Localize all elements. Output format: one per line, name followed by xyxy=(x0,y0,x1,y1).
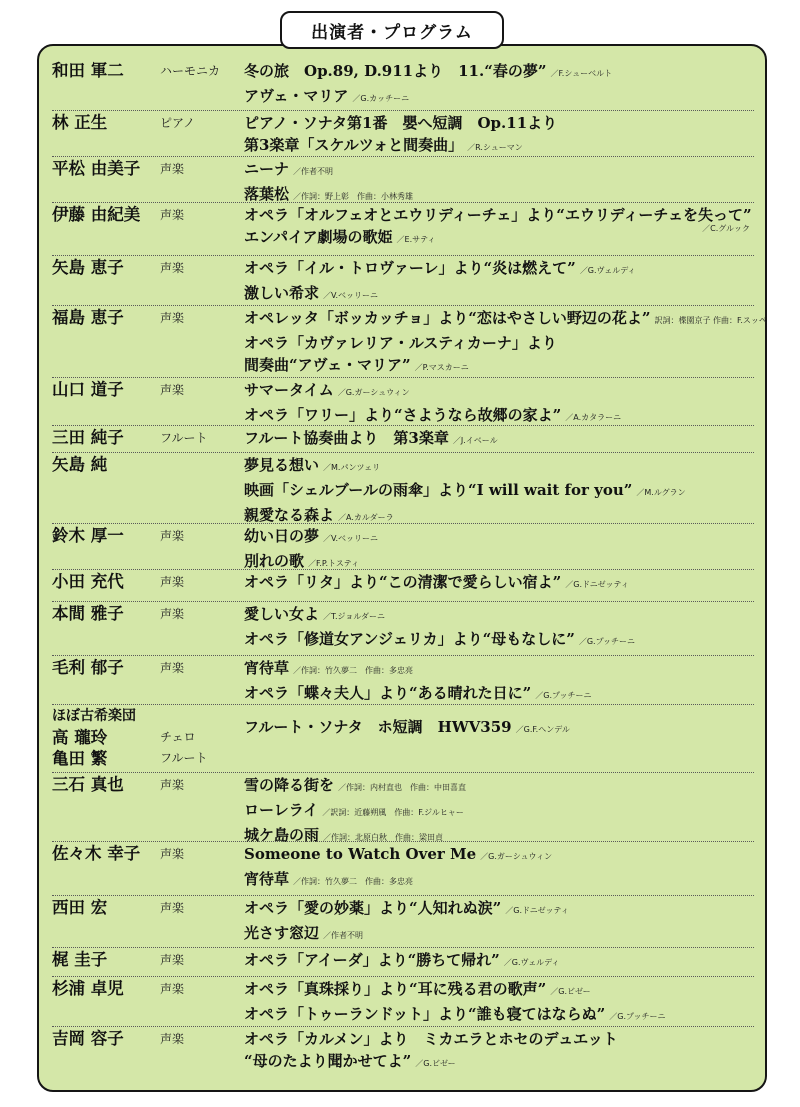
piece-line xyxy=(244,379,754,404)
piece-line xyxy=(244,603,754,628)
piece-line xyxy=(244,479,754,504)
instrument-label: 声楽 xyxy=(160,529,185,543)
performer-name: 三田 純子 xyxy=(52,428,124,447)
piece-title: 宵待草 xyxy=(244,659,290,677)
composer-credit: ／T.ジョルダーニ xyxy=(323,612,386,621)
piece-line xyxy=(244,716,754,741)
piece-title: 夢見る想い xyxy=(244,456,320,474)
piece-title: 光さす窓辺 xyxy=(244,924,320,942)
performer-name: 三石 真也 xyxy=(52,775,124,794)
piece-line xyxy=(244,774,754,799)
piece-title: オペラ「カヴァレリア・ルスティカーナ」より xyxy=(244,334,557,352)
piece-line xyxy=(244,949,754,974)
piece-line xyxy=(244,1003,754,1028)
performer-name: 和田 軍二 xyxy=(52,61,124,80)
composer-credit: ／G.ガーシュウィン xyxy=(480,852,553,861)
instrument-label: 声楽 xyxy=(160,982,185,996)
composer-credit: ／G.ドニゼッティ xyxy=(565,580,629,589)
instrument-label xyxy=(160,706,208,727)
composer-credit: 訳詞：楪園京子 作曲：F.スッペ xyxy=(654,316,767,325)
instrument-label: チェロ xyxy=(160,730,196,744)
instrument-label: 声楽 xyxy=(160,901,185,915)
program-entry xyxy=(52,379,754,426)
composer-credit: ／G.カッチーニ xyxy=(352,94,410,103)
composer-credit: ／G.プッチーニ xyxy=(578,637,636,646)
instrument-label: フルート xyxy=(160,431,208,445)
piece-title: オペラ「アイーダ」より“勝ちて帰れ” xyxy=(244,951,500,969)
piece-line xyxy=(244,60,754,85)
composer-credit: ／作者不明 xyxy=(323,931,364,940)
piece-line xyxy=(244,282,754,307)
program-entry xyxy=(52,60,754,111)
piece-line xyxy=(244,354,754,379)
performer-name: 亀田 繁 xyxy=(52,749,108,768)
piece-title: フルート・ソナタ ホ短調 HWV359 xyxy=(244,718,512,736)
composer-credit: ／R.シューマン xyxy=(467,143,523,152)
piece-line xyxy=(244,134,754,159)
page-title: 出演者・プログラム xyxy=(280,11,504,49)
program-entry xyxy=(52,706,754,773)
piece-line xyxy=(244,843,754,868)
composer-credit: ／M.ルグラン xyxy=(636,488,686,497)
piece-line xyxy=(244,1050,754,1075)
piece-line xyxy=(244,897,754,922)
piece-title: エンパイア劇場の歌姫 xyxy=(244,228,393,246)
piece-title: 冬の旅 Op.89, D.911より 11.“春の夢” xyxy=(244,62,547,80)
composer-credit: ／G.F.ヘンデル xyxy=(515,725,570,734)
piece-line xyxy=(244,404,754,429)
composer-credit: ／A.カルダーラ xyxy=(338,513,394,522)
performer-names xyxy=(52,706,136,769)
piece-title: 宵待草 xyxy=(244,870,290,888)
piece-line xyxy=(244,257,754,282)
piece-line xyxy=(244,204,754,226)
piece-list xyxy=(244,897,754,947)
piece-title: 第3楽章「スケルツォと間奏曲」 xyxy=(244,136,464,154)
composer-credit: ／C.グルック xyxy=(702,224,750,233)
piece-title: 愛しい女よ xyxy=(244,605,320,623)
piece-line xyxy=(244,226,754,251)
performer-name: 鈴木 厚一 xyxy=(52,526,124,545)
program-entry xyxy=(52,204,754,256)
piece-title: Someone to Watch Over Me xyxy=(244,845,477,863)
program-entry xyxy=(52,257,754,306)
piece-line xyxy=(244,158,754,183)
performer-name: 高 瓏玲 xyxy=(52,728,108,747)
composer-credit: ／G.ヴェルディ xyxy=(579,266,636,275)
piece-list xyxy=(244,774,754,849)
composer-credit: ／訳詞：近藤朔風 作曲：F.ジルヒャー xyxy=(322,808,464,817)
instrument-label: 声楽 xyxy=(160,953,185,967)
composer-credit: ／M.パンツェリ xyxy=(323,463,381,472)
piece-list xyxy=(244,307,767,379)
instrument-label: 声楽 xyxy=(160,162,185,176)
piece-list xyxy=(244,1028,754,1075)
performer-name: 佐々木 幸子 xyxy=(52,844,141,863)
piece-list xyxy=(244,571,754,596)
piece-list xyxy=(244,454,754,529)
piece-list xyxy=(244,716,754,741)
piece-line xyxy=(244,868,754,893)
composer-credit: ／F.P.トスティ xyxy=(308,559,360,568)
program-panel xyxy=(37,44,767,1092)
piece-line xyxy=(244,427,754,452)
piece-title: オペラ「愛の妙薬」より“人知れぬ涙” xyxy=(244,899,502,917)
program-entry xyxy=(52,571,754,602)
piece-list xyxy=(244,525,754,575)
piece-title: ニーナ xyxy=(244,160,290,178)
composer-credit: ／E.サティ xyxy=(396,235,436,244)
piece-title: ピアノ・ソナタ第1番 嬰へ短調 Op.11より xyxy=(244,114,558,132)
composer-credit: ／G.ガーシュウィン xyxy=(337,388,410,397)
piece-line xyxy=(244,85,754,110)
program-entry xyxy=(52,897,754,948)
piece-line xyxy=(244,525,754,550)
piece-list xyxy=(244,379,754,429)
performer-name: 矢島 恵子 xyxy=(52,258,124,277)
program-entry xyxy=(52,158,754,203)
piece-title: サマータイム xyxy=(244,381,334,399)
piece-list xyxy=(244,843,754,893)
piece-title: 映画「シェルブールの雨傘」より“I will wait for you” xyxy=(244,481,633,499)
instrument-label: 声楽 xyxy=(160,261,185,275)
performer-name: 林 正生 xyxy=(52,113,108,132)
piece-title: オペラ「イル・トロヴァーレ」より“炎は燃えて” xyxy=(244,259,576,277)
instrument-label: ピアノ xyxy=(160,116,196,130)
piece-list xyxy=(244,257,754,307)
piece-title: 激しい希求 xyxy=(244,284,320,302)
performer-name: 吉岡 容子 xyxy=(52,1029,124,1048)
piece-title: アヴェ・マリア xyxy=(244,87,349,105)
piece-title: 落葉松 xyxy=(244,185,290,203)
composer-credit: ／J.イベール xyxy=(452,436,498,445)
composer-credit: ／P.マスカーニ xyxy=(414,363,469,372)
piece-line xyxy=(244,571,754,596)
performer-name: 伊藤 由紀美 xyxy=(52,205,141,224)
piece-title: 間奏曲“アヴェ・マリア” xyxy=(244,356,411,374)
instrument-label: 声楽 xyxy=(160,575,185,589)
composer-credit: ／V.ベッリーニ xyxy=(323,534,378,543)
piece-line xyxy=(244,628,754,653)
performer-name: 西田 宏 xyxy=(52,898,108,917)
piece-title: 城ケ島の雨 xyxy=(244,826,320,844)
program-entry xyxy=(52,307,767,378)
program-entry xyxy=(52,949,754,977)
instrument-label: 声楽 xyxy=(160,847,185,861)
composer-credit: ／作詞：北原白秋 作曲：梁田貞 xyxy=(323,833,444,842)
performer-name: 福島 恵子 xyxy=(52,308,124,327)
piece-title: ローレライ xyxy=(244,801,319,819)
piece-list xyxy=(244,60,754,110)
piece-list xyxy=(244,427,754,452)
composer-credit: ／作詞：野上彰 作曲：小林秀雄 xyxy=(293,192,414,201)
piece-title: 別れの歌 xyxy=(244,552,305,570)
piece-title: オペラ「オルフェオとエウリディーチェ」より“エウリディーチェを失って” xyxy=(244,206,752,224)
composer-credit: ／A.カタラーニ xyxy=(565,413,622,422)
instrument-label: フルート xyxy=(160,751,208,765)
program-entry xyxy=(52,978,754,1027)
composer-credit: ／V.ベッリーニ xyxy=(323,291,378,300)
piece-title: オペレッタ「ボッカッチョ」より“恋はやさしい野辺の花よ” xyxy=(244,309,651,327)
program-entry xyxy=(52,603,754,656)
piece-title: フルート協奏曲より 第3楽章 xyxy=(244,429,449,447)
piece-list xyxy=(244,978,754,1028)
piece-line xyxy=(244,799,754,824)
piece-line xyxy=(244,922,754,947)
instrument-label: 声楽 xyxy=(160,661,185,675)
performer-name: 梶 圭子 xyxy=(52,950,108,969)
instrument-list xyxy=(160,706,208,769)
performer-name: 平松 由美子 xyxy=(52,159,141,178)
piece-list xyxy=(244,949,754,974)
piece-line xyxy=(244,307,767,332)
piece-line xyxy=(244,657,754,682)
program-entry xyxy=(52,427,754,453)
program-entry xyxy=(52,525,754,570)
program-entry xyxy=(52,112,754,157)
composer-credit: ／G.ドニゼッティ xyxy=(505,906,569,915)
program-entry xyxy=(52,657,754,705)
instrument-label: 声楽 xyxy=(160,311,185,325)
program-entry xyxy=(52,1028,754,1088)
piece-list xyxy=(244,603,754,653)
performer-name: 本間 雅子 xyxy=(52,604,124,623)
piece-title: オペラ「ワリー」より“さようなら故郷の家よ” xyxy=(244,406,562,424)
composer-credit: ／G.ビゼー xyxy=(550,987,591,996)
performer-name: 小田 充代 xyxy=(52,572,124,591)
piece-line xyxy=(244,454,754,479)
piece-title: 雪の降る街を xyxy=(244,776,335,794)
ensemble-name: ほぼ古希楽団 xyxy=(52,708,136,724)
performer-name: 毛利 郁子 xyxy=(52,658,124,677)
piece-line xyxy=(244,682,754,707)
piece-title: 親愛なる森よ xyxy=(244,506,335,524)
piece-line xyxy=(244,1028,754,1050)
piece-list xyxy=(244,657,754,707)
composer-credit: ／作詞：竹久夢二 作曲：多忠亮 xyxy=(293,877,414,886)
program-entry xyxy=(52,774,754,842)
composer-credit: ／F.シューベルト xyxy=(550,69,613,78)
instrument-label: 声楽 xyxy=(160,607,185,621)
piece-line xyxy=(244,112,754,134)
piece-title: 幼い日の夢 xyxy=(244,527,320,545)
piece-list xyxy=(244,204,754,251)
piece-list xyxy=(244,158,754,208)
program-entry xyxy=(52,454,754,524)
piece-title: オペラ「トゥーランドット」より“誰も寝てはならぬ” xyxy=(244,1005,606,1023)
composer-credit: ／G.プッチーニ xyxy=(535,691,592,700)
piece-title: オペラ「蝶々夫人」より“ある晴れた日に” xyxy=(244,684,532,702)
program-entry xyxy=(52,843,754,896)
piece-line xyxy=(244,332,754,354)
instrument-label: 声楽 xyxy=(160,778,185,792)
piece-title: オペラ「リタ」より“この清潔で愛らしい宿よ” xyxy=(244,573,562,591)
piece-title: オペラ「カルメン」より ミカエラとホセのデュエット xyxy=(244,1030,618,1048)
performer-name: 山口 道子 xyxy=(52,380,124,399)
instrument-label: ハーモニカ xyxy=(160,64,221,78)
composer-credit: ／作詞：内村直也 作曲：中田喜直 xyxy=(338,783,467,792)
performer-name: 矢島 純 xyxy=(52,455,108,474)
composer-credit: ／G.ヴェルディ xyxy=(503,958,560,967)
composer-credit: ／G.ビゼー xyxy=(415,1059,456,1068)
composer-credit: ／G.プッチーニ xyxy=(609,1012,666,1021)
piece-title: オペラ「真珠採り」より“耳に残る君の歌声” xyxy=(244,980,547,998)
instrument-label: 声楽 xyxy=(160,1032,185,1046)
instrument-label: 声楽 xyxy=(160,208,185,222)
piece-title: “母のたより聞かせてよ” xyxy=(244,1052,412,1070)
performer-name: 杉浦 卓児 xyxy=(52,979,124,998)
composer-credit: ／作者不明 xyxy=(293,167,334,176)
piece-list xyxy=(244,112,754,159)
composer-credit: ／作詞：竹久夢二 作曲：多忠亮 xyxy=(293,666,414,675)
piece-title: オペラ「修道女アンジェリカ」より“母もなしに” xyxy=(244,630,575,648)
piece-line xyxy=(244,978,754,1003)
instrument-label: 声楽 xyxy=(160,383,185,397)
